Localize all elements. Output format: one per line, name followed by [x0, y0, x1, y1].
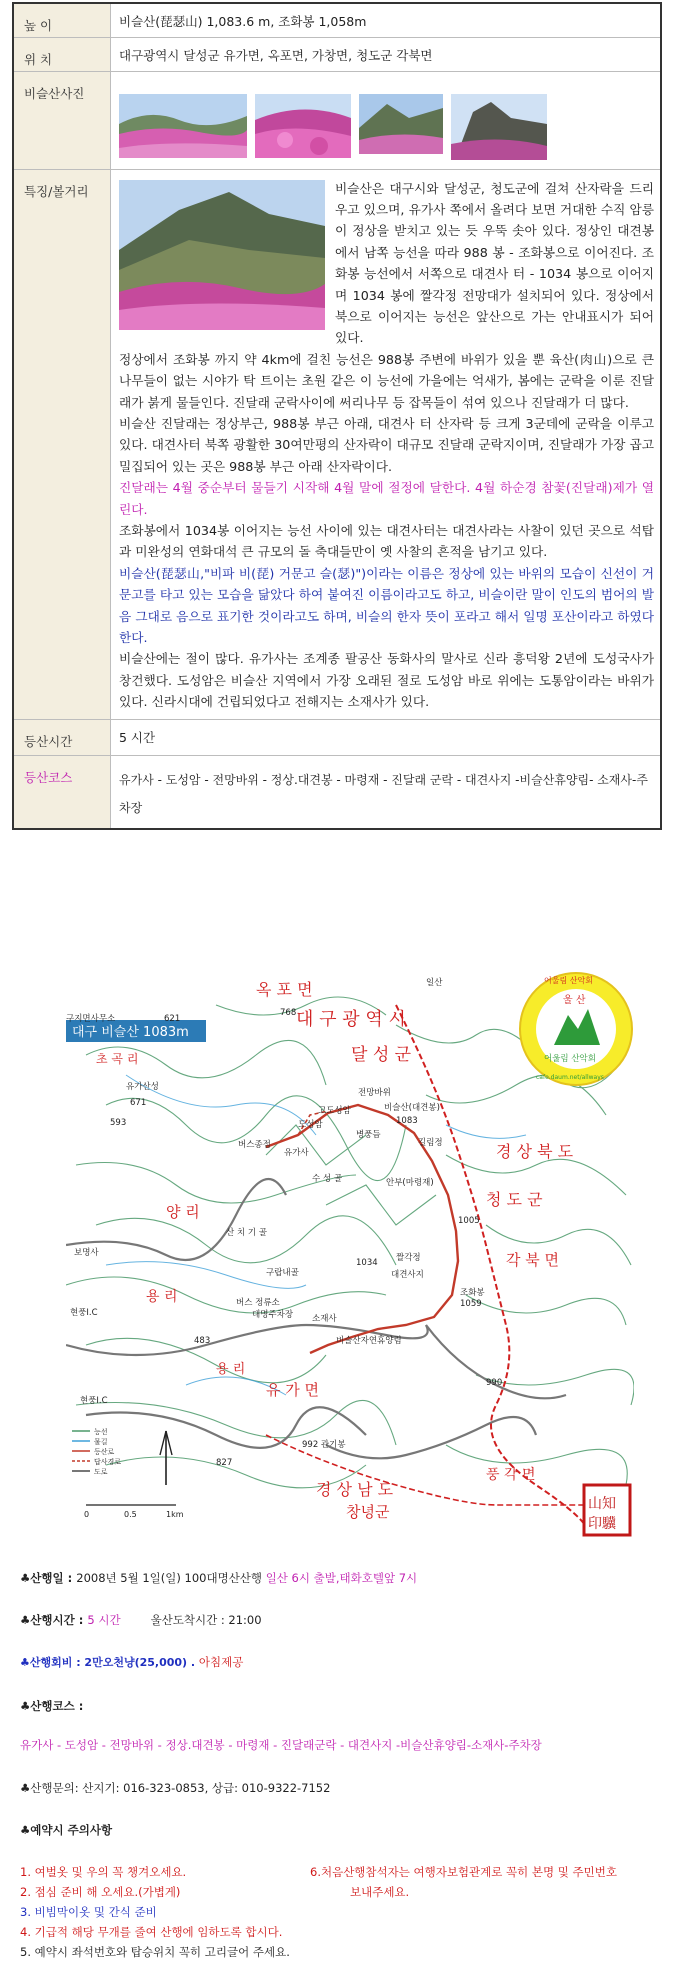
place-1059: 1059: [460, 1299, 482, 1309]
features-paragraph-6: 비슬산(琵瑟山,"비파 비(琵) 거문고 슬(瑟)")이라는 이름은 정상에 있는 바위의 모습이 신선이 거문고를 타고 있는 모습을 닮았다 하여 붙여진 이름이라고도 하고, 비슬이란 말이 인도의 범어의 발음 그대로 음으로 표기한 것이라고도 하며, 비슬의 한자 뜻이 포라고 해서 일명 포산이라고 하였다 한다.: [119, 565, 654, 646]
place-bus-stop: 버스 정류소: [236, 1298, 280, 1308]
place-suseong: 수 성 골: [312, 1174, 343, 1184]
place-byeongpung: 병풍듬: [356, 1130, 381, 1140]
time-value: 5 시간: [111, 719, 662, 755]
place-593: 593: [110, 1118, 127, 1128]
place-bus-terminal: 버스종점: [238, 1140, 271, 1150]
place-827: 827: [216, 1458, 233, 1468]
club-logo: [520, 973, 632, 1085]
place-gurapnae: 구랍내골: [266, 1268, 299, 1278]
red-seal-stamp: [584, 1485, 630, 1535]
note-contact: ♣산행문의: 산지기: 016-323-0853, 상급: 010-9322-7152: [20, 1781, 331, 1795]
photo-mountain-azalea: [119, 180, 325, 330]
label-yongri-2: 용 리: [216, 1362, 246, 1377]
label-yongri-1: 용 리: [146, 1289, 178, 1305]
place-990: 990: [486, 1378, 503, 1388]
place-621: 621: [164, 1014, 181, 1024]
features-paragraph-1: 비슬산은 대구시와 달성군, 청도군에 걸쳐 산자락을 드리우고 있으며, 유가사 쪽에서 올려다 보면 거대한 수직 암릉이 정상을 받치고 있는 듯 우뚝 솟아 있다. 정상인 대견봉에서 남쪽 능선을 따라 988 봉 - 조화봉으로 이어진다. 조화봉 능선에서 서쪽으로 대견사 터 - 1034 봉으로 이어지며 1034 봉에 짤각정 전망대가 설치되어 있다. 정상에서 북으로 이어지는 능선은 앞산으로 가는 안내표시가 되어 있다.: [335, 180, 654, 346]
note-item-5: 5. 예약시 좌석번호와 탑승위치 꼭히 고리글어 주세요.: [20, 1945, 290, 1959]
legend-ridge: 능선: [94, 1428, 108, 1436]
place-768: 768: [280, 1008, 297, 1018]
club-logo-name: 어울림 산악회: [544, 1054, 596, 1064]
scale-half: 0.5: [124, 1510, 137, 1519]
place-godosung: 고도성암: [318, 1106, 351, 1116]
label-changnyeong: 창녕군: [346, 1503, 390, 1521]
features-paragraph-4: 진달래는 4월 중순부터 물들기 시작해 4월 말에 절정에 달한다. 4월 하순경 참꽃(진달래)제가 열린다.: [119, 480, 654, 517]
photos-label: 비슬산사진: [13, 71, 111, 169]
note-caution-label: ♣예약시 주의사항: [20, 1823, 113, 1837]
label-gakbuk: 각 북 면: [506, 1251, 560, 1269]
note-course-label: ♣산행코스 :: [20, 1699, 84, 1713]
place-jeonmang: 전망바위: [358, 1088, 391, 1098]
photo-azalea-slope: [119, 94, 247, 158]
legend-road: 도로: [94, 1468, 108, 1476]
svg-text:印驥: 印驥: [588, 1516, 616, 1532]
features-paragraph-3: 비슬산 진달래는 정상부근, 988봉 부근 아래, 대견사 터 산자락 등 크게 3군데에 군락을 이루고 있다. 대견사터 북쪽 광활한 30여만평의 산자락이 대규모 진달래 군락지이며, 진달래가 가장 곱고 밀집되어 있는 곳은 988봉 부근 아래 산자락이다.: [119, 415, 654, 474]
place-daemyung-parking: 대명주차장: [252, 1310, 294, 1320]
height-value: 비슬산(琵瑟山) 1,083.6 m, 조화봉 1,058m: [111, 3, 662, 37]
place-daegyeon: 비슬산(대견봉): [384, 1103, 440, 1113]
place-guji: 구지면사무소: [66, 1014, 116, 1024]
photo-rock-peak: [451, 94, 547, 160]
place-dosungam: 도성암: [298, 1120, 323, 1130]
note-item-3: 3. 비빔막이옷 및 간식 준비: [20, 1905, 157, 1919]
legend-trail: 등산로: [94, 1448, 115, 1456]
place-hyeonpung-ic-1: 현풍I.C: [70, 1308, 98, 1318]
label-yuga: 유 가 면: [266, 1381, 320, 1399]
note-course-value: 유가사 - 도성암 - 전망바위 - 정상.대견봉 - 마령재 - 진달래군락 - 대견사지 -비슬산휴양림-소재사-주차장: [20, 1738, 542, 1752]
place-hyeonpung-ic-2: 현풍I.C: [80, 1396, 108, 1406]
label-yangri: 양 리: [166, 1203, 200, 1221]
location-label: 위 치: [13, 37, 111, 71]
note-fee: ♣산행회비 : 2만오천냥(25,000) . 아침제공: [20, 1655, 244, 1669]
features-label: 특징/볼거리: [13, 169, 111, 719]
course-value: 유가사 - 도성암 - 전망바위 - 정상.대견봉 - 마령재 - 진달래 군락 - 대견사지 -비슬산휴양림- 소재사-주차장: [111, 755, 662, 829]
place-671: 671: [130, 1098, 147, 1108]
place-hyuyangrim: 비슬산자연휴양림: [336, 1336, 402, 1346]
label-dalseong: 달 성 군: [351, 1045, 412, 1065]
svg-text:山知: 山知: [588, 1496, 616, 1512]
mountain-badge-text: 대구 비슬산 1083m: [72, 1025, 189, 1040]
features-paragraph-5: 조화봉에서 1034봉 이어지는 능선 사이에 있는 대견사터는 대견사라는 사찰이 있던 곳으로 석탑과 미완성의 연화대석 큰 규모의 돌 축대들만이 옛 사찰의 흔적을 남기고 있다.: [119, 523, 654, 560]
place-johwa: 조화봉: [460, 1288, 485, 1298]
legend-survey: 답사경로: [94, 1458, 122, 1466]
label-chogokri: 초 곡 리: [96, 1052, 139, 1066]
club-logo-top: 어울림 산악회: [544, 976, 593, 985]
place-jjalgakjeong: 짤각정: [396, 1253, 421, 1263]
place-992: 992 관기봉: [302, 1440, 346, 1450]
features-paragraph-7: 비슬산에는 절이 많다. 유가사는 조계종 팔공산 동화사의 말사로 신라 흥덕왕 2년에 도성국사가 창건했다. 도성암은 비슬산 지역에서 가장 오래된 절로 도성암 바로 위에는 도통암이라는 바위가 있다. 신라시대에 건립되었다고 전해지는 소재사가 있다.: [119, 651, 654, 710]
mountain-info-table: [12, 2, 662, 830]
label-pungak: 풍 각 면: [486, 1467, 536, 1483]
course-label: 등산코스: [13, 755, 111, 829]
place-maryeong: 안부(마령재): [386, 1178, 434, 1188]
location-value: 대구광역시 달성군 유가면, 옥포면, 가창면, 청도군 각북면: [111, 37, 662, 71]
note-date: ♣산행일 : 2008년 5월 1일(일) 100대명산산행 일산 6시 출발,태화호텔앞 7시: [20, 1571, 418, 1585]
club-logo-url: cafe.daum.net/allways: [536, 1074, 604, 1081]
place-yugasanseong: 유가산성: [126, 1082, 159, 1092]
place-1005: 1005: [458, 1216, 480, 1226]
photo-azalea-field: [255, 94, 351, 158]
note-item-1: 1. 여벌옷 및 우의 꼭 챙겨오세요.: [20, 1865, 187, 1879]
features-text: [111, 169, 662, 719]
note-item-6b: 보내주세요.: [350, 1885, 410, 1899]
trail-map: [66, 965, 634, 1541]
label-gyeongnam: 경 상 남 도: [316, 1480, 394, 1499]
label-cheongdo: 청 도 군: [486, 1190, 543, 1209]
height-label: 높 이: [13, 3, 111, 37]
scale-zero: 0: [84, 1510, 90, 1519]
place-sojaesa: 소재사: [312, 1314, 337, 1324]
place-483: 483: [194, 1336, 211, 1346]
place-sanchigi: 산 치 기 골: [226, 1228, 267, 1238]
scale-one: 1km: [166, 1510, 184, 1519]
place-boseong: 보명사: [74, 1248, 99, 1258]
place-elev-1083: 1083: [396, 1116, 418, 1126]
features-paragraph-2: 정상에서 조화봉 까지 약 4km에 걸친 능선은 988봉 주변에 바위가 있을 뿐 육산(肉山)으로 큰 나무들이 없는 시야가 탁 트이는 초원 같은 이 능선에 가을에는 억새가, 봄에는 군락을 이룬 진달래가 붉게 물들인다. 진달래 군락사이에 써리나무 등 잡목들이 섞여 있으나 진달래가 더 많다.: [119, 351, 654, 410]
time-label: 등산시간: [13, 719, 111, 755]
legend-stream: 물길: [94, 1438, 108, 1446]
photo-ridge-view: [359, 94, 443, 154]
note-item-2: 2. 점심 준비 해 오세요.(가볍게): [20, 1885, 181, 1899]
photos-cell: [111, 71, 662, 169]
note-item-6a: 6.처음산행참석자는 여행자보험관계로 꼭히 본명 및 주민번호: [310, 1865, 617, 1879]
place-gilseok: 길림정: [418, 1138, 443, 1148]
place-ilsan: 일산: [426, 978, 443, 988]
place-daegyeonsaji: 대견사지: [391, 1270, 424, 1280]
place-yugasa: 유가사: [284, 1148, 309, 1158]
note-item-4: 4. 기급적 해당 무개를 줄여 산행에 임하도록 합시다.: [20, 1925, 283, 1939]
note-duration: ♣산행시간 : 5 시간 울산도착시간 : 21:00: [20, 1613, 262, 1627]
label-gyeongbuk: 경 상 북 도: [496, 1142, 574, 1161]
place-1034: 1034: [356, 1258, 378, 1268]
label-daegu: 대 구 광 역 시: [296, 1009, 406, 1030]
label-okpo: 옥 포 면: [256, 980, 313, 999]
club-logo-city: 울 산: [563, 995, 586, 1006]
